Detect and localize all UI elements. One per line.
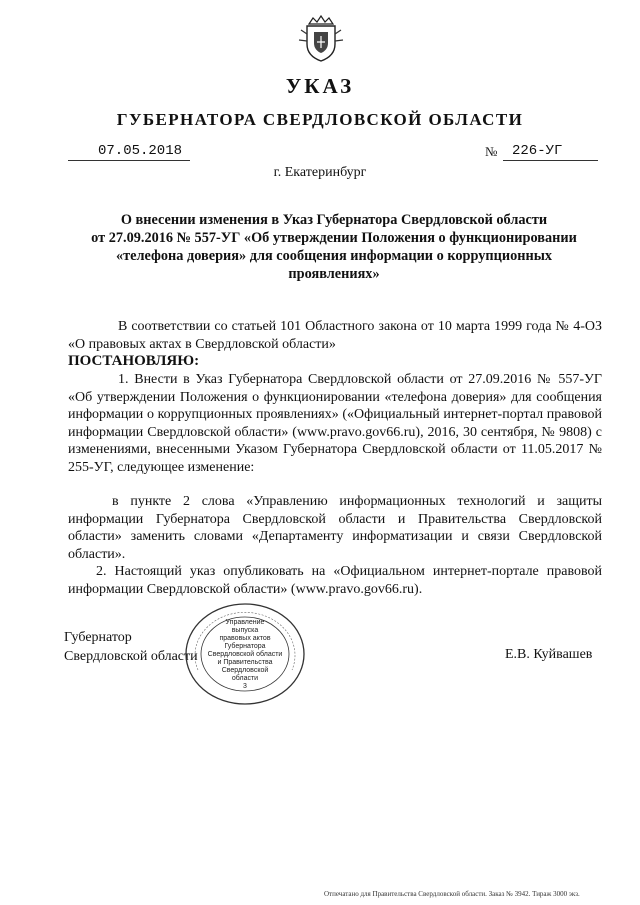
stamp-line: выпуска: [231, 627, 259, 634]
city-line: г. Екатеринбург: [273, 165, 367, 180]
coat-of-arms-emblem: [295, 14, 347, 64]
stamp-line: Управление: [225, 619, 265, 626]
decree-word: ПОСТАНОВЛЯЮ:: [68, 353, 200, 369]
print-footer: Отпечатано для Правительства Свердловской области. Заказ № 3942. Тираж 3000 экз.: [324, 890, 580, 898]
document-type-title: УКАЗ: [285, 74, 355, 98]
stamp-line: области: [231, 675, 259, 682]
subject-line: «телефона доверия» для сообщения информации о коррупционных: [115, 248, 553, 264]
signatory-title-line: Губернатор: [64, 630, 132, 645]
issuer-title: ГУБЕРНАТОРА СВЕРДЛОВСКОЙ ОБЛАСТИ: [116, 110, 524, 129]
item-2-paragraph: 2. Настоящий указ опубликовать на «Официальном интернет-портале правовой информации Свердловской области» (www.pravo.gov66.ru).: [68, 564, 602, 597]
stamp-line: и Правительства: [217, 659, 273, 666]
stamp-line: Губернатора: [224, 643, 266, 650]
intro-paragraph: В соответствии со статьей 101 Областного закона от 10 марта 1999 года № 4-ОЗ «О правовых актах в Свердловской области»: [68, 319, 602, 352]
stamp-center-text: [204, 619, 286, 691]
number-underline: [503, 160, 598, 161]
number-sign: №: [485, 144, 498, 159]
subitem-paragraph: в пункте 2 слова «Управлению информационных технологий и защиты информации Губернатора Свердловской области и Правительства Свердловской области» заменить словами «Департаменту информатизации и связи Свердловской области».: [68, 494, 602, 562]
stamp-line: 3: [243, 683, 247, 690]
stamp-line: Свердловской области: [207, 651, 283, 658]
document-subject: [58, 211, 610, 283]
item-1-paragraph: 1. Внести в Указ Губернатора Свердловской области от 27.09.2016 № 557-УГ «Об утверждении Положения о функционировании «телефона доверия» для сообщения информации о коррупционных проявлениях» («Официальный интернет-портал правовой информации Свердловской области» (www.pravo.gov66.ru), 2016, 30 сентября, № 9808) с изменениями, внесенными Указом Губернатора Свердловской области от 11.05.2017 № 255-УГ, следующее изменение:: [68, 372, 602, 475]
subject-line: О внесении изменения в Указ Губернатора Свердловской области: [120, 212, 548, 228]
signatory-name: Е.В. Куйвашев: [505, 647, 593, 662]
subject-line: проявлениях»: [288, 266, 380, 282]
date-underline: [68, 160, 190, 161]
signatory-title-line: Свердловской области: [64, 649, 198, 664]
subject-line: от 27.09.2016 № 557-УГ «Об утверждении Положения о функционировании: [91, 230, 577, 246]
signatory-title: [64, 628, 198, 666]
document-number: 226-УГ: [512, 143, 563, 159]
document-date: 07.05.2018: [98, 143, 183, 159]
stamp-line: Свердловской: [221, 667, 269, 674]
stamp-line: правовых актов: [219, 635, 271, 642]
